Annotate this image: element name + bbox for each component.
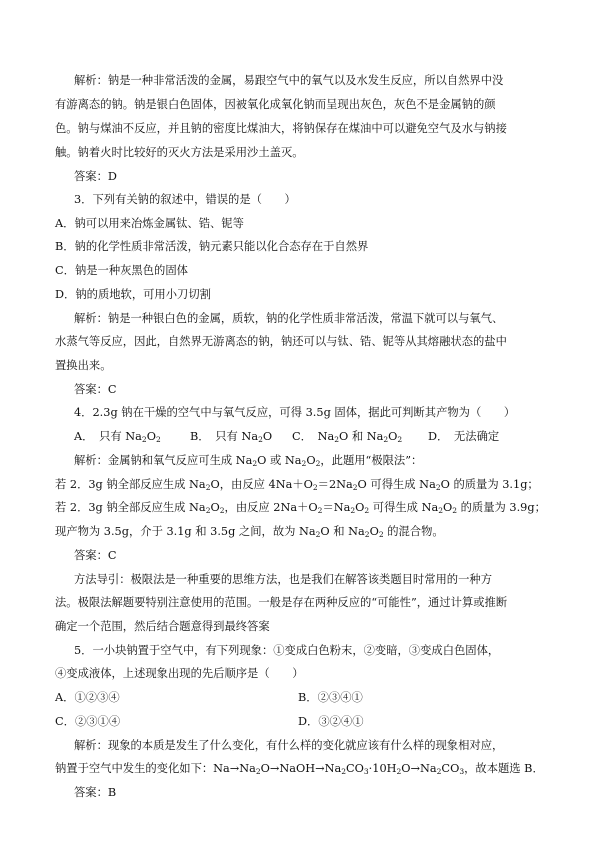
question-3-analysis-line-3: 置换出来。 <box>55 359 112 372</box>
method-guide-line-1: 方法导引：极限法是一种重要的思维方法，也是我们在解答该类题目时常用的一种方 <box>74 573 492 586</box>
question-4-option-c: C． $Na_2O$ 和 $Na_2O_2$ <box>292 430 403 444</box>
question-3-option-c: C．钠是一种灰黑色的固体 <box>55 264 188 277</box>
analysis-1-line-2: 有游离态的钠。钠是银白色固体，因被氧化成氧化钠而呈现出灰色，灰色不是金属钠的颜 <box>55 98 496 111</box>
question-4-option-a: A． 只有 $Na_2O_2$ <box>74 430 161 444</box>
question-3-option-b: B．钠的化学性质非常活泼，钠元素只能以化合态存在于自然界 <box>55 240 369 253</box>
analysis-1-line-3: 色。钠与煤油不反应，并且钠的密度比煤油大，将钠保存在煤油中可以避免空气及水与钠接 <box>55 122 507 135</box>
question-5-answer: 答案：B <box>74 786 117 799</box>
question-3-answer: 答案：C <box>74 383 117 396</box>
question-5-option-a: A．①②③④ <box>55 691 120 704</box>
question-5-option-c: C．②③①④ <box>55 715 121 728</box>
question-3-analysis-line-1: 解析：钠是一种银白色的金属，质软，钠的化学性质非常活泼，常温下就可以与氧气、 <box>74 312 504 325</box>
question-5-stem-line-2: ④变成液体，上述现象出现的先后顺序是（ ） <box>55 667 304 680</box>
method-guide-line-3: 确定一个范围，然后结合题意得到最终答案 <box>55 620 270 633</box>
question-4-analysis-line-4: 现产物为 3.5g，介于 3.1g 和 3.5g 之间，故为 $Na_2O$ 和 $Na_2O_2$ 的混合物。 <box>55 525 444 539</box>
question-4-option-b: B． 只有 $Na_2O$ <box>190 430 273 444</box>
method-guide-line-2: 法。极限法解题要特别注意使用的范围。一般是存在两种反应的“可能性”，通过计算或推断 <box>55 596 508 609</box>
question-5-analysis-line-2: 钠置于空气中发生的变化如下：$Na\to Na_2O\to NaOH\to Na_2CO_3\cdot 10H_2O\to Na_2CO_3$，故本题选 B． <box>55 762 544 776</box>
analysis-1-line-1: 解析：钠是一种非常活泼的金属，易跟空气中的氧气以及水发生反应，所以自然界中没 <box>74 74 504 87</box>
question-5-option-b: B．②③④① <box>298 691 363 704</box>
question-4-analysis-line-3: 若 2．3g 钠全部反应生成 $Na_2O_2$，由反应 $2Na+O_2=Na_2O_2$ 可得生成 $Na_2O_2$ 的质量为 3.9g； <box>55 501 546 515</box>
question-4-answer: 答案：C <box>74 549 117 562</box>
question-4-analysis-line-2: 若 2．3g 钠全部反应生成 $Na_2O$，由反应 $4Na+O_2=2Na_2O$ 可得生成 $Na_2O$ 的质量为 3.1g； <box>55 478 539 492</box>
question-3-stem: 3．下列有关钠的叙述中，错误的是（ ） <box>74 193 296 206</box>
answer-1: 答案：D <box>74 170 117 183</box>
question-5-analysis-line-1: 解析：现象的本质是发生了什么变化，有什么样的变化就应该有什么样的现象相对应， <box>74 739 504 752</box>
question-3-option-d: D．钠的质地软，可用小刀切割 <box>55 288 211 301</box>
question-3-option-a: A．钠可以用来冶炼金属钛、锆、铌等 <box>55 217 244 230</box>
analysis-1-line-4: 触。钠着火时比较好的灭火方法是采用沙土盖灭。 <box>55 146 304 159</box>
question-4-option-d: D． 无法确定 <box>428 430 500 443</box>
question-4-stem: 4．2.3g 钠在干燥的空气中与氧气反应，可得 3.5g 固体，据此可判断其产物为（ ） <box>74 406 516 419</box>
question-3-analysis-line-2: 水蒸气等反应，因此，自然界无游离态的钠，钠还可以与钛、锆、铌等从其熔融状态的盐中 <box>55 335 507 348</box>
question-5-stem-line-1: 5．一小块钠置于空气中，有下列现象：①变成白色粉末，②变暗，③变成白色固体， <box>74 644 500 657</box>
question-5-option-d: D．③②④① <box>298 715 364 728</box>
question-4-analysis-line-1: 解析：金属钠和氧气反应可生成 $Na_2O$ 或 $Na_2O_2$，此题用“极限法”： <box>74 454 423 468</box>
